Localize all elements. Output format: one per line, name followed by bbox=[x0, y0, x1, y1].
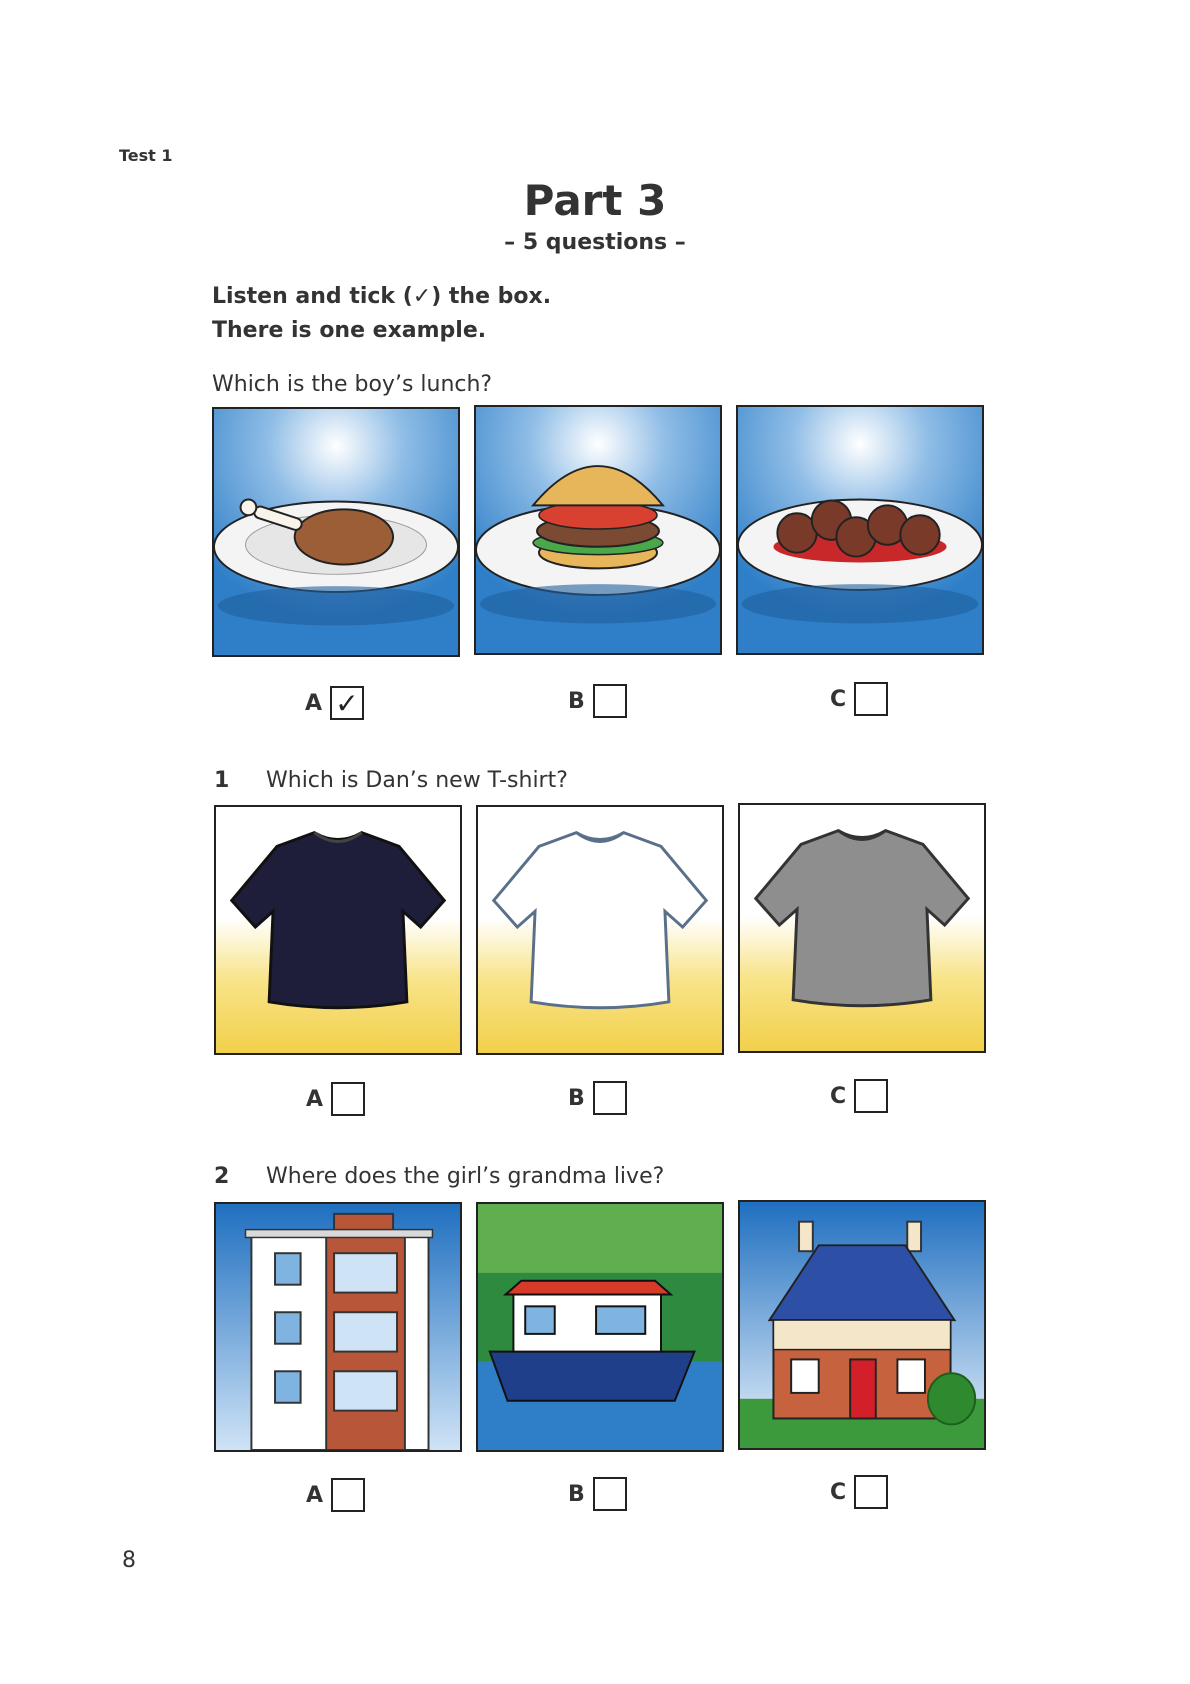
question-1-option-a-picture[interactable] bbox=[214, 805, 462, 1055]
question-2-option-c-picture[interactable] bbox=[738, 1200, 986, 1450]
tick-box[interactable] bbox=[593, 1477, 627, 1511]
tick-box[interactable] bbox=[854, 1475, 888, 1509]
example-question-text: Which is the boy’s lunch? bbox=[212, 372, 493, 397]
tick-box[interactable] bbox=[854, 1079, 888, 1113]
example-option-a-picture[interactable] bbox=[212, 407, 460, 657]
option-letter: B bbox=[568, 1481, 585, 1507]
question-1-option-a bbox=[306, 1082, 365, 1116]
example-option-c-picture[interactable] bbox=[736, 405, 984, 655]
example-option-b-picture[interactable] bbox=[474, 405, 722, 655]
question-2-option-a-picture[interactable] bbox=[214, 1202, 462, 1452]
houseboat-image bbox=[478, 1204, 722, 1450]
burger-plate-image bbox=[476, 407, 720, 653]
part-title: Part 3 bbox=[523, 176, 667, 225]
chicken-leg-plate-image bbox=[214, 409, 458, 655]
question-1-number: 1 bbox=[214, 768, 230, 793]
example-option-a bbox=[305, 686, 364, 720]
white-tshirt-image bbox=[478, 807, 722, 1053]
test-label: Test 1 bbox=[119, 146, 173, 165]
tick-box[interactable]: ✓ bbox=[330, 686, 364, 720]
question-1-option-b bbox=[568, 1081, 627, 1115]
brick-house-image bbox=[740, 1202, 984, 1448]
option-letter: C bbox=[830, 1083, 847, 1109]
question-1-option-c bbox=[830, 1079, 888, 1113]
tick-box[interactable] bbox=[854, 682, 888, 716]
question-1-text: Which is Dan’s new T-shirt? bbox=[266, 768, 568, 793]
black-tshirt-image bbox=[216, 807, 460, 1053]
option-letter: A bbox=[306, 1086, 324, 1112]
option-letter: C bbox=[830, 1479, 847, 1505]
question-2-text: Where does the girl’s grandma live? bbox=[266, 1164, 665, 1189]
instruction-line-1: Listen and tick (✓) the box. bbox=[212, 284, 552, 309]
grey-tshirt-image bbox=[740, 805, 984, 1051]
question-1-option-b-picture[interactable] bbox=[476, 805, 724, 1055]
option-letter: A bbox=[305, 690, 323, 716]
question-2-option-b-picture[interactable] bbox=[476, 1202, 724, 1452]
question-2-option-a bbox=[306, 1478, 365, 1512]
option-letter: B bbox=[568, 688, 585, 714]
part-subtitle: – 5 questions – bbox=[504, 230, 686, 255]
question-2-option-c bbox=[830, 1475, 888, 1509]
tick-box[interactable] bbox=[331, 1082, 365, 1116]
tick-box[interactable] bbox=[331, 1478, 365, 1512]
page-number: 8 bbox=[122, 1548, 136, 1573]
tick-box[interactable] bbox=[593, 684, 627, 718]
option-letter: C bbox=[830, 686, 847, 712]
option-letter: B bbox=[568, 1085, 585, 1111]
option-letter: A bbox=[306, 1482, 324, 1508]
example-option-b bbox=[568, 684, 627, 718]
question-2-number: 2 bbox=[214, 1164, 230, 1189]
apartment-building-image bbox=[216, 1204, 460, 1450]
instruction-line-2: There is one example. bbox=[212, 318, 487, 343]
meatballs-plate-image bbox=[738, 407, 982, 653]
question-1-option-c-picture[interactable] bbox=[738, 803, 986, 1053]
example-option-c bbox=[830, 682, 888, 716]
tick-box[interactable] bbox=[593, 1081, 627, 1115]
question-2-option-b bbox=[568, 1477, 627, 1511]
